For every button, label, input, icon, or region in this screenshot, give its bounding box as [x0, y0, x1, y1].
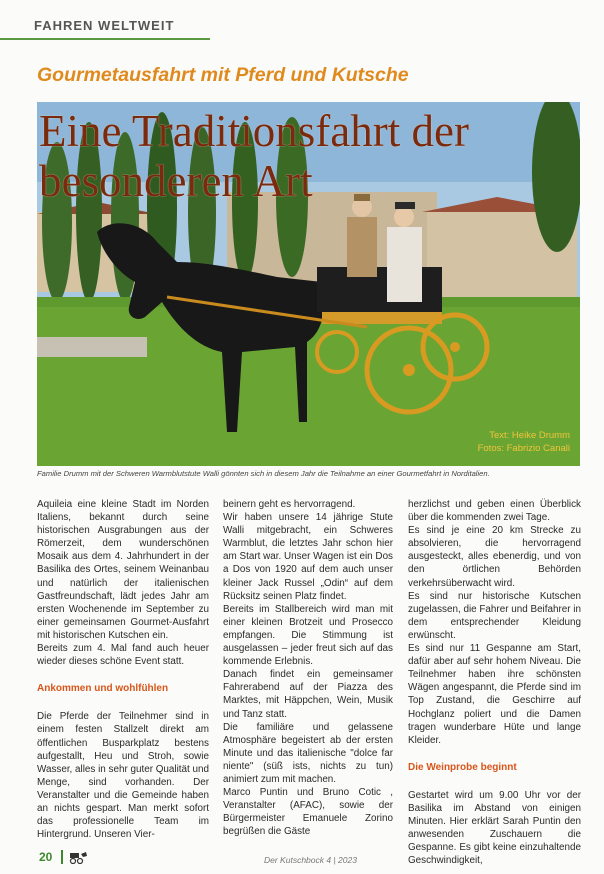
- text-column-1: [37, 498, 209, 841]
- magazine-issue: Der Kutschbock 4 | 2023: [264, 855, 357, 865]
- carriage-logo-icon: [68, 850, 88, 869]
- photo-caption: Familie Drumm mit der Schweren Warmblutstute Walli gönnten sich in diesem Jahr die Teilnahme an einer Gourmetfahrt in Norditalien.: [37, 469, 490, 478]
- paragraph: Bereits im Stallbereich wird man mit einer kleinen Brotzeit und Prosecco empfangen. Die Stimmung ist ausgelassen – jeder freut sich auf das kommende Erlebnis.: [223, 603, 393, 668]
- paragraph: Wir haben unsere 14 jährige Stute Walli mitgebracht, ein Schweres Warmblut, die letztes Jahr schon hier am Start war. Unser Wagen ist ein Dos a Dos von 1920 auf dem auch unser kleiner Jack Russel „Odin“ auf dem Rücksitz seinen Platz findet.: [223, 512, 393, 602]
- article-headline: Eine Traditionsfahrt der besonderen Art: [39, 106, 469, 206]
- paragraph: beinern geht es hervorragend.: [223, 499, 356, 510]
- page-number: 20: [39, 850, 53, 864]
- paragraph: Bereits zum 4. Mal fand auch heuer wieder dieses schöne Event statt.: [37, 643, 209, 668]
- paragraph: Marco Puntin und Bruno Cotic , Veranstalter (AFAC), sowie der Bürgermeister Emanuele Zorino begrüßen die Gäste: [223, 787, 393, 838]
- paragraph: Es sind nur 11 Gespanne am Start, dafür aber auf sehr hohem Niveau. Die Teilnehmer haben ihre schönsten Wägen angespannt, die Pferde sind im Top Zustand, die Geschirre auf Hochglanz poliert und die Damen tragen wunderbare Hüte und lange Kleider.: [408, 643, 581, 746]
- subheading: Die Weinprobe beginnt: [408, 761, 517, 773]
- paragraph: Es sind nur historische Kutschen zugelassen, die Fahrer und Beifahrer in dem entsprechender Kleidung erwünscht.: [408, 590, 581, 641]
- article-kicker: Gourmetausfahrt mit Pferd und Kutsche: [37, 64, 409, 86]
- text-column-3: [408, 498, 581, 867]
- section-label: FAHREN WELTWEIT: [34, 18, 175, 33]
- photo-credit: Fotos: Fabrizio Canali: [477, 443, 570, 454]
- paragraph: Die familiäre und gelassene Atmosphäre begeistert ab der ersten Minute und das italienische "dolce far niente" (süß ists, nichts zu tun) animiert zum mit machen.: [223, 721, 393, 785]
- paragraph: Es sind je eine 20 km Strecke zu absolvieren, die hervorragend ausgesteckt, alles ebenerdig, und von den örtlichen Behörden verkehrsüberwacht wird.: [408, 525, 581, 589]
- footer-divider: [61, 850, 63, 864]
- paragraph: Gestartet wird um 9.00 Uhr vor der Basilika im Abstand von einigen Minuten. Hier erklärt Sarah Puntin den anwesenden Zuschauern die Gespanne. Es gibt keine einzuhaltende Geschwindigkeit,: [408, 789, 581, 867]
- paragraph: Danach findet ein gemeinsamer Fahrerabend auf der Piazza des Marktes, mit Häppchen, Wein, Musik und Tanz statt.: [223, 669, 393, 720]
- paragraph: Die Pferde der Teilnehmer sind in einem festen Stallzelt direkt am öffentlichen Busparkplatz bestens aufgestallt, Heu und Stroh, sowie Wasser, alles in sehr guter Qualität und Menge, sind vorhanden. Der Veranstalter und die Gemeinde haben an nichts gespart. Man merkt sofort das professionelle Team im Hintergrund. Unseren Vier-: [37, 711, 209, 841]
- text-column-2: [223, 498, 393, 838]
- paragraph: Aquileia eine kleine Stadt im Norden Italiens, bekannt durch seine historischen Ausgrabungen aus der Römerzeit, dem wunderschönen Mosaik aus dem 4. Jahrhundert in der Basilika des Ortes, seinem Weinanbau und natürlich der italienischen Gastfreundschaft, lädt jedes Jahr am ersten Wochenende im September zu einer gemeinsamen Gourmet-Ausfahrt mit historischen Kutschen ein.: [37, 499, 209, 641]
- text-credit: Text: Heike Drumm: [489, 430, 570, 441]
- paragraph: herzlichst und geben einen Überblick über die kommenden zwei Tage.: [408, 499, 581, 524]
- section-divider: [0, 38, 210, 40]
- subheading: Ankommen und wohlfühlen: [37, 683, 169, 695]
